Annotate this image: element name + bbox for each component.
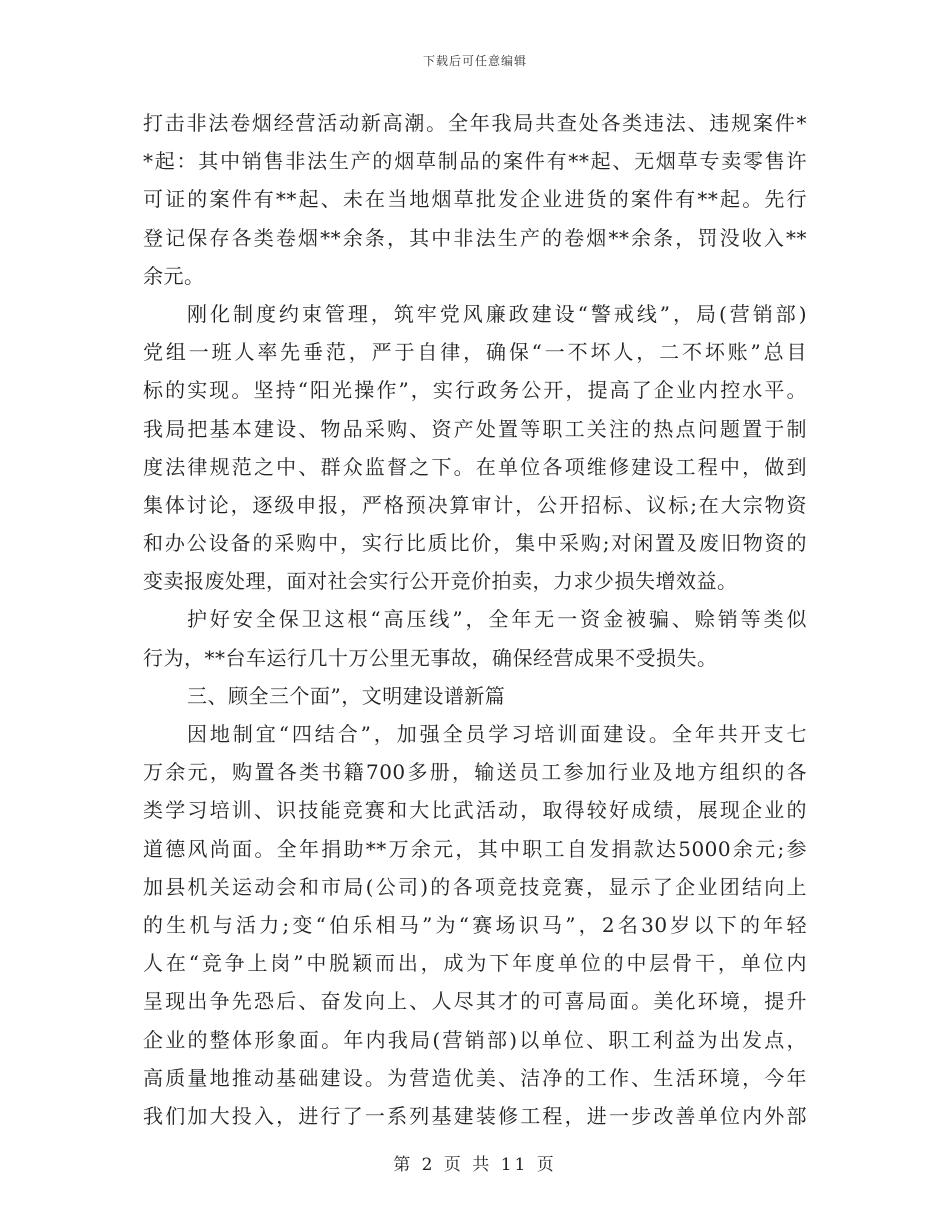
text-line: 高质量地推动基础建设。为营造优美、洁净的工作、生活环境，今年 <box>143 1065 807 1090</box>
text-line: 加县机关运动会和市局(公司)的各项竞技竞赛，显示了企业团结向上 <box>143 874 807 899</box>
text-line: 万余元，购置各类书籍700多册，输送员工参加行业及地方组织的各 <box>143 760 807 785</box>
page-header-note: 下载后可任意编辑 <box>422 54 527 68</box>
text-line: 和办公设备的采购中，实行比质比价，集中采购;对闲置及废旧物资的 <box>143 531 807 556</box>
text-line: 度法律规范之中、群众监督之下。在单位各项维修建设工程中，做到 <box>143 454 807 479</box>
text-line: 可证的案件有**起、未在当地烟草批发企业进货的案件有**起。先行 <box>143 187 807 212</box>
document-body <box>143 104 807 1135</box>
text-line: 类学习培训、识技能竞赛和大比武活动，取得较好成绩，展现企业的 <box>143 798 807 823</box>
text-line: 因地制宜“四结合”，加强全员学习培训面建设。全年共开支七 <box>187 722 807 746</box>
text-line: 余元。 <box>143 263 205 288</box>
text-line: 人在“竞争上岗”中脱颖而出，成为下年度单位的中层骨干，单位内 <box>143 951 807 976</box>
text-line: 我局把基本建设、物品采购、资产处置等职工关注的热点问题置于制 <box>143 416 807 441</box>
text-line: 打击非法卷烟经营活动新高潮。全年我局共查处各类违法、违规案件* <box>143 111 807 135</box>
text-line: 企业的整体形象面。年内我局(营销部)以单位、职工利益为出发点， <box>143 1027 807 1052</box>
text-line: 的生机与活力;变“伯乐相马”为“赛场识马”，2名30岁以下的年轻 <box>143 912 807 937</box>
text-line: 标的实现。坚持“阳光操作”，实行政务公开，提高了企业内控水平。 <box>143 378 807 403</box>
text-line: 集体讨论，逐级申报，严格预决算审计，公开招标、议标;在大宗物资 <box>143 492 807 517</box>
text-line: 登记保存各类卷烟**余条，其中非法生产的卷烟**余条，罚没收入** <box>143 225 807 250</box>
text-line: 变卖报废处理，面对社会实行公开竞价拍卖，力求少损失增效益。 <box>143 569 738 594</box>
text-line: *起：其中销售非法生产的烟草制品的案件有**起、无烟草专卖零售许 <box>143 149 807 174</box>
text-line: 呈现出争先恐后、奋发向上、人尽其才的可喜局面。美化环境，提升 <box>143 989 807 1014</box>
page-number: 第 2 页 共 11 页 <box>393 1155 557 1175</box>
text-line: 刚化制度约束管理，筑牢党风廉政建设“警戒线”，局(营销部) <box>187 301 807 326</box>
text-line: 党组一班人率先垂范，严于自律，确保“一不坏人，二不坏账”总目 <box>143 340 807 365</box>
text-line: 护好安全保卫这根“高压线”，全年无一资金被骗、赊销等类似 <box>187 607 807 632</box>
section-heading: 三、顾全三个面”，文明建设谱新篇 <box>187 683 506 708</box>
text-line: 道德风尚面。全年捐助**万余元，其中职工自发捐款达5000余元;参 <box>143 836 807 861</box>
text-line: 我们加大投入，进行了一系列基建装修工程，进一步改善单位内外部 <box>143 1103 807 1128</box>
text-line: 行为，**台车运行几十万公里无事故，确保经营成果不受损失。 <box>143 645 718 670</box>
